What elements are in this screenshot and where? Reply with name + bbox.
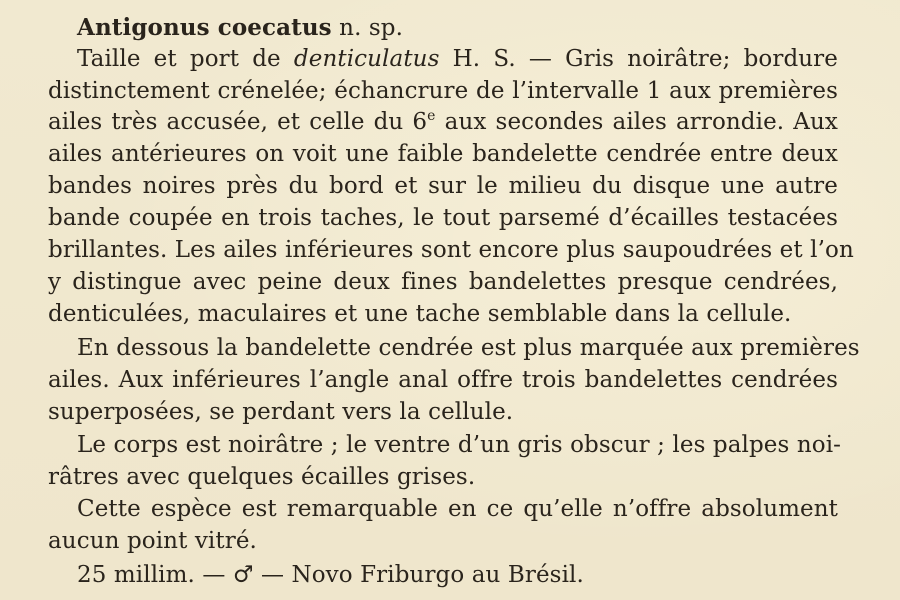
species-name: Antigonus coecatus (77, 14, 332, 41)
text-line: bande coupée en trois taches, le tout parsemé d’écailles testacées (48, 205, 838, 231)
species-heading (77, 13, 838, 43)
text-line: aucun point vitré. (48, 528, 257, 554)
text-line: distinctement crénelée; échancrure de l’intervalle 1 aux premières (48, 78, 838, 104)
text-line: Taille et port de denticulatus H. S. — Gris noirâtre; bordure (77, 46, 838, 72)
text-line: denticulées, maculaires et une tache semblable dans la cellule. (48, 301, 792, 327)
text-line: y distingue avec peine deux fines bandelettes presque cendrées, (48, 269, 838, 295)
species-suffix: n. sp. (339, 15, 404, 41)
text-line: ailes. Aux inférieures l’angle anal offre trois bandelettes cendrées (48, 367, 838, 393)
text-line: bandes noires près du bord et sur le milieu du disque une autre (48, 173, 838, 199)
text-line: ailes antérieures on voit une faible bandelette cendrée entre deux (48, 141, 838, 167)
species-reference: denticulatus (293, 46, 440, 72)
text-line: brillantes. Les ailes inférieures sont encore plus saupoudrées et l’on (48, 237, 854, 263)
text-line: Le corps est noirâtre ; le ventre d’un gris obscur ; les palpes noi- (77, 432, 842, 458)
text-line: Cette espèce est remarquable en ce qu’elle n’offre absolument (77, 496, 838, 522)
text-line: En dessous la bandelette cendrée est plus marquée aux premières (77, 335, 860, 361)
text-line: râtres avec quelques écailles grises. (48, 464, 476, 490)
text-line: ailes très accusée, et celle du 6e aux secondes ailes arrondie. Aux (48, 108, 838, 135)
specimen-info: 25 millim. — ♂ — Novo Friburgo au Brésil. (77, 562, 584, 588)
text-line: superposées, se perdant vers la cellule. (48, 399, 514, 425)
